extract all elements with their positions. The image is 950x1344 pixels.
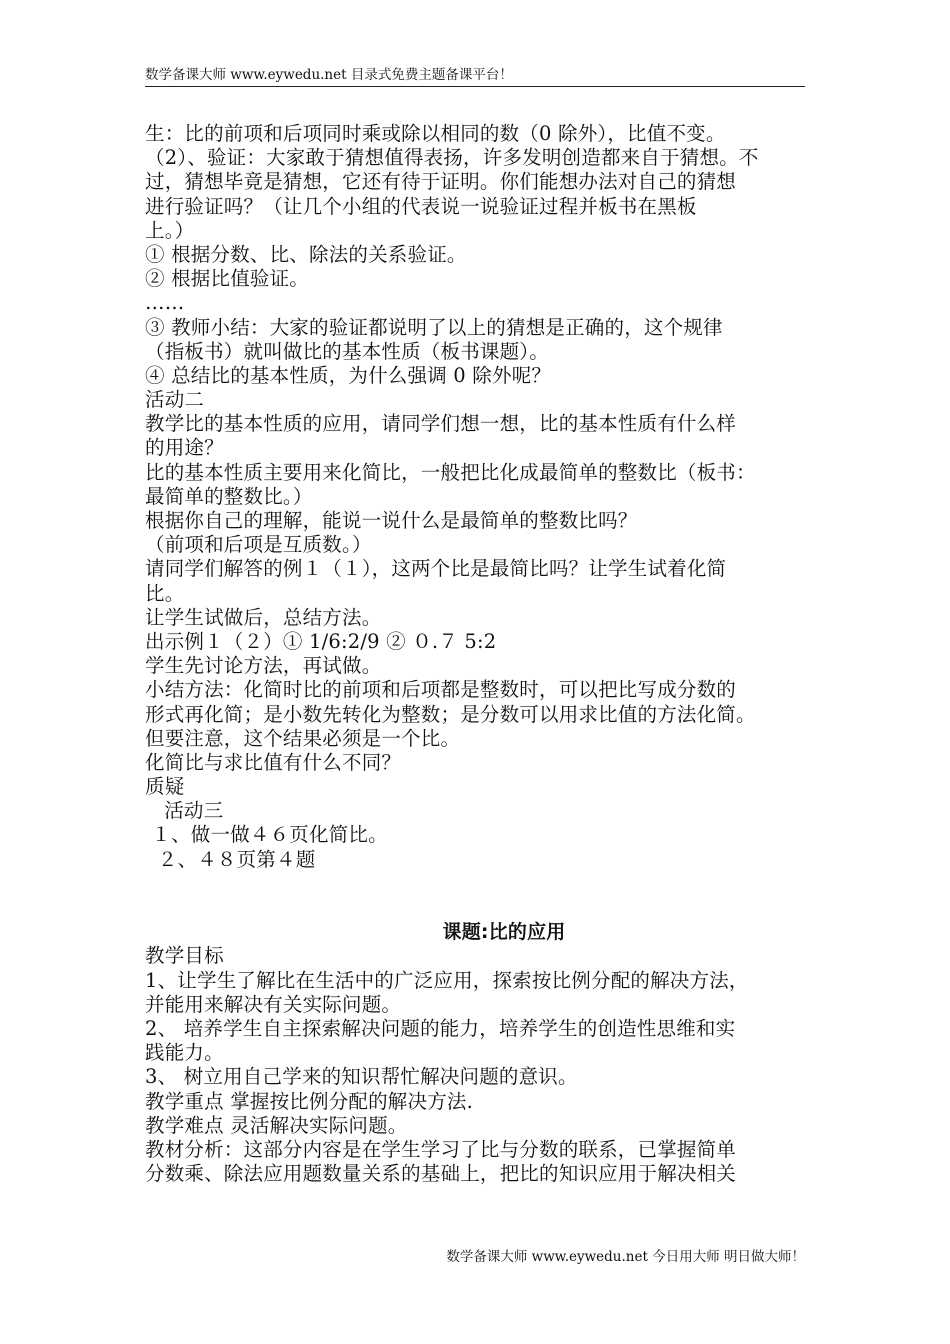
text-line: 践能力。 [145, 1041, 224, 1065]
text-line: 3、 树立用自己学来的知识帮忙解决问题的意识。 [145, 1065, 578, 1089]
text-line: ２、４８页第４题 [145, 847, 316, 871]
text-line: 根据你自己的理解，能说一说什么是最简单的整数比吗？ [145, 509, 638, 532]
document-body [145, 122, 813, 1186]
text-line: 上。） [145, 218, 195, 242]
text-line: …… [145, 291, 185, 315]
text-line: 让学生试做后，总结方法。 [145, 605, 382, 629]
section-title: 课题:比的应用 [442, 921, 566, 944]
text-line: 请同学们解答的例１（１），这两个比是最简比吗？让学生试着化简 [145, 557, 727, 581]
text-line: 质疑 [145, 775, 185, 799]
text-line: ③ 教师小结：大家的验证都说明了以上的猜想是正确的，这个规律 [145, 315, 723, 339]
footer-text: 数学备课大师 www.eywedu.net 今日用大师 明日做大师！ [446, 1249, 805, 1265]
text-line: 教材分析：这部分内容是在学生学习了比与分数的联系，已掌握简单 [145, 1137, 737, 1161]
text-line: 比的基本性质主要用来化简比，一般把比化成最简单的整数比（板书： [145, 460, 756, 484]
text-line: 教学重点 掌握按比例分配的解决方法. [145, 1089, 473, 1113]
text-line: 比。 [145, 581, 185, 605]
text-line: （2）、验证：大家敢于猜想值得表扬，许多发明创造都来自于猜想。不 [145, 146, 759, 170]
text-line: 进行验证吗？（让几个小组的代表说一说验证过程并板书在黑板 [145, 194, 697, 218]
text-line: 过，猜想毕竟是猜想，它还有待于证明。你们能想办法对自己的猜想 [145, 170, 737, 194]
text-line: ② 根据比值验证。 [145, 267, 309, 291]
header-text: 数学备课大师 www.eywedu.net 目录式免费主题备课平台！ [145, 67, 513, 83]
text-line: ① 根据分数、比、除法的关系验证。 [145, 242, 467, 266]
text-line: 2、 培养学生自主探索解决问题的能力，培养学生的创造性思维和实 [145, 1016, 736, 1040]
page-footer [446, 1247, 805, 1267]
text-line: 教学难点 灵活解决实际问题。 [145, 1113, 408, 1137]
text-line: ④ 总结比的基本性质，为什么强调 0 除外呢？ [145, 363, 552, 387]
text-line: 1、让学生了解比在生活中的广泛应用，探索按比例分配的解决方法， [145, 968, 749, 992]
text-line: 最简单的整数比。） [145, 484, 313, 508]
blank-line [145, 896, 813, 920]
text-line: 化简比与求比值有什么不同？ [145, 750, 402, 774]
text-line: 教学比的基本性质的应用，请同学们想一想，比的基本性质有什么样 [145, 412, 737, 436]
text-line: （指板书）就叫做比的基本性质（板书课题）。 [145, 339, 549, 363]
text-line: 并能用来解决有关实际问题。 [145, 992, 402, 1016]
text-line: 分数乘、除法应用题数量关系的基础上，把比的知识应用于解决相关 [145, 1162, 737, 1186]
text-line: 出示例１（２）① 1/6:2/9 ② ０.７ 5:2 [145, 629, 497, 653]
text-line: 学生先讨论方法，再试做。 [145, 654, 382, 678]
text-line: 形式再化简；是小数先转化为整数；是分数可以用求比值的方法化简。 [145, 702, 756, 726]
text-line: 但要注意，这个结果必须是一个比。 [145, 726, 461, 750]
text-line: 教学目标 [145, 944, 224, 968]
text-line: 的用途？ [145, 436, 224, 460]
text-line: 生：比的前项和后项同时乘或除以相同的数（0 除外），比值不变。 [145, 122, 726, 145]
page-header [145, 64, 805, 87]
text-line: 活动三 [145, 799, 224, 823]
blank-line [145, 872, 813, 896]
text-line: 活动二 [145, 388, 205, 412]
text-line: 小结方法：化简时比的前项和后项都是整数时，可以把比写成分数的 [145, 678, 737, 702]
text-line: （前项和后项是互质数。） [145, 533, 372, 557]
text-line: １、做一做４６页化简比。 [145, 823, 388, 847]
